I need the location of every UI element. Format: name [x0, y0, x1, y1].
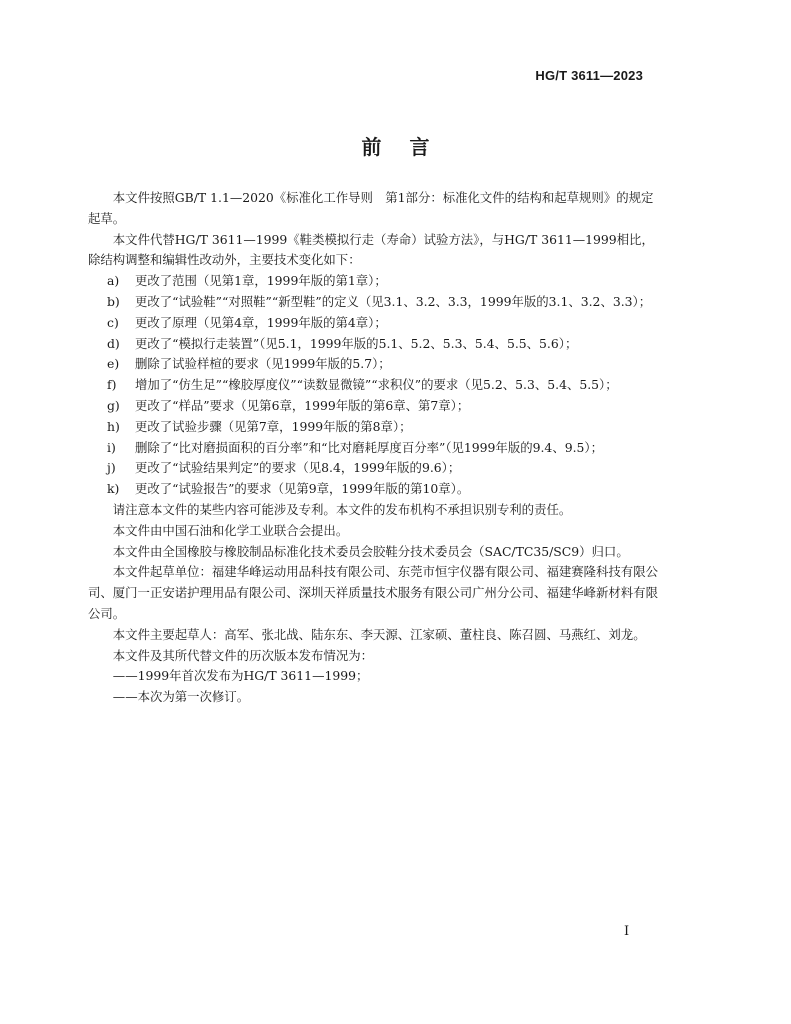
history-entry: ——1999年首次发布为HG/T 3611—1999；: [112, 668, 369, 684]
paragraph-patent-notice: 请注意本文件的某些内容可能涉及专利。本文件的发布机构不承担识别专利的责任。: [112, 501, 572, 517]
list-item: [88, 271, 658, 292]
list-item: [88, 375, 658, 396]
changes-list: [88, 271, 658, 500]
list-item: [88, 417, 658, 438]
list-item: [88, 479, 658, 500]
list-item-text: 更改了“试验结果判定”的要求（见8.4，1999年版的9.6）；: [135, 460, 461, 476]
paragraph-drafters: 本文件主要起草人：高军、张北战、陆东东、李天源、江家硕、董柱良、陈召圆、马燕红、刘龙。: [112, 626, 646, 642]
paragraph-proposer: 本文件由中国石油和化学工业联合会提出。: [112, 522, 349, 538]
list-item-mark: e): [107, 356, 120, 372]
paragraph-centralizer: 本文件由全国橡胶与橡胶制品标准化技术委员会胶鞋分技术委员会（SAC/TC35/SC9）归口。: [112, 543, 629, 559]
list-item: [88, 396, 658, 417]
list-item-text: 更改了“模拟行走装置”（见5.1，1999年版的5.1、5.2、5.3、5.4、5.5、5.6）；: [135, 335, 578, 351]
list-item-mark: f): [107, 377, 117, 393]
list-item: [88, 438, 658, 459]
list-item-text: 更改了“试验报告”的要求（见第9章，1999年版的第10章）。: [135, 481, 470, 497]
list-item: [88, 313, 658, 334]
list-item-mark: d): [107, 335, 120, 351]
list-item-text: 删除了“比对磨损面积的百分率”和“比对磨耗厚度百分率”（见1999年版的9.4、9.5）；: [135, 439, 603, 455]
page-title: 前言: [361, 135, 458, 159]
document-body: [88, 188, 658, 708]
page-number: I: [624, 924, 630, 939]
paragraph-drafting-rules: 本文件按照GB/T 1.1—2020《标准化工作导则 第1部分：标准化文件的结构和起草规则》的规定起草。: [88, 190, 654, 226]
standard-code: HG/T 3611—2023: [535, 68, 643, 83]
list-item: [88, 458, 658, 479]
list-item-mark: h): [107, 418, 120, 434]
list-item-mark: a): [107, 273, 120, 289]
list-item-mark: j): [107, 460, 116, 476]
list-item: [88, 354, 658, 375]
paragraph-replacement: 本文件代替HG/T 3611—1999《鞋类模拟行走（寿命）试验方法》，与HG/T 3611—1999相比，除结构调整和编辑性改动外，主要技术变化如下：: [88, 231, 654, 268]
list-item-mark: c): [107, 314, 119, 330]
list-item-text: 更改了“试验鞋”“对照鞋”“新型鞋”的定义（见3.1、3.2、3.3，1999年版的3.1、3.2、3.3）；: [135, 293, 652, 309]
list-item-text: 更改了“样品”要求（见第6章，1999年版的第6章、第7章）；: [135, 397, 470, 413]
paragraph-history-intro: 本文件及其所代替文件的历次版本发布情况为：: [112, 647, 373, 663]
paragraph-drafting-units: 本文件起草单位：福建华峰运动用品科技有限公司、东莞市恒宇仪器有限公司、福建赛隆科技有限公司、厦门一正安诺护理用品有限公司、深圳天祥质量技术服务有限公司广州分公司、福建华峰新材料有限公司。: [88, 564, 658, 621]
list-item-mark: g): [107, 397, 120, 413]
list-item-mark: k): [107, 481, 120, 497]
list-item-mark: i): [107, 439, 116, 455]
list-item-mark: b): [107, 293, 120, 309]
list-item: [88, 334, 658, 355]
list-item-text: 更改了试验步骤（见第7章，1999年版的第8章）；: [135, 418, 412, 434]
list-item-text: 删除了试验样楦的要求（见1999年版的5.7）；: [135, 356, 391, 372]
list-item: [88, 292, 658, 313]
history-entry: ——本次为第一次修订。: [112, 689, 250, 705]
list-item-text: 增加了“仿生足”“橡胶厚度仪”“读数显微镜”“求积仪”的要求（见5.2、5.3、5.4、5.5）；: [135, 377, 618, 393]
list-item-text: 更改了原理（见第4章，1999年版的第4章）；: [135, 314, 387, 330]
list-item-text: 更改了范围（见第1章，1999年版的第1章）；: [135, 273, 387, 289]
